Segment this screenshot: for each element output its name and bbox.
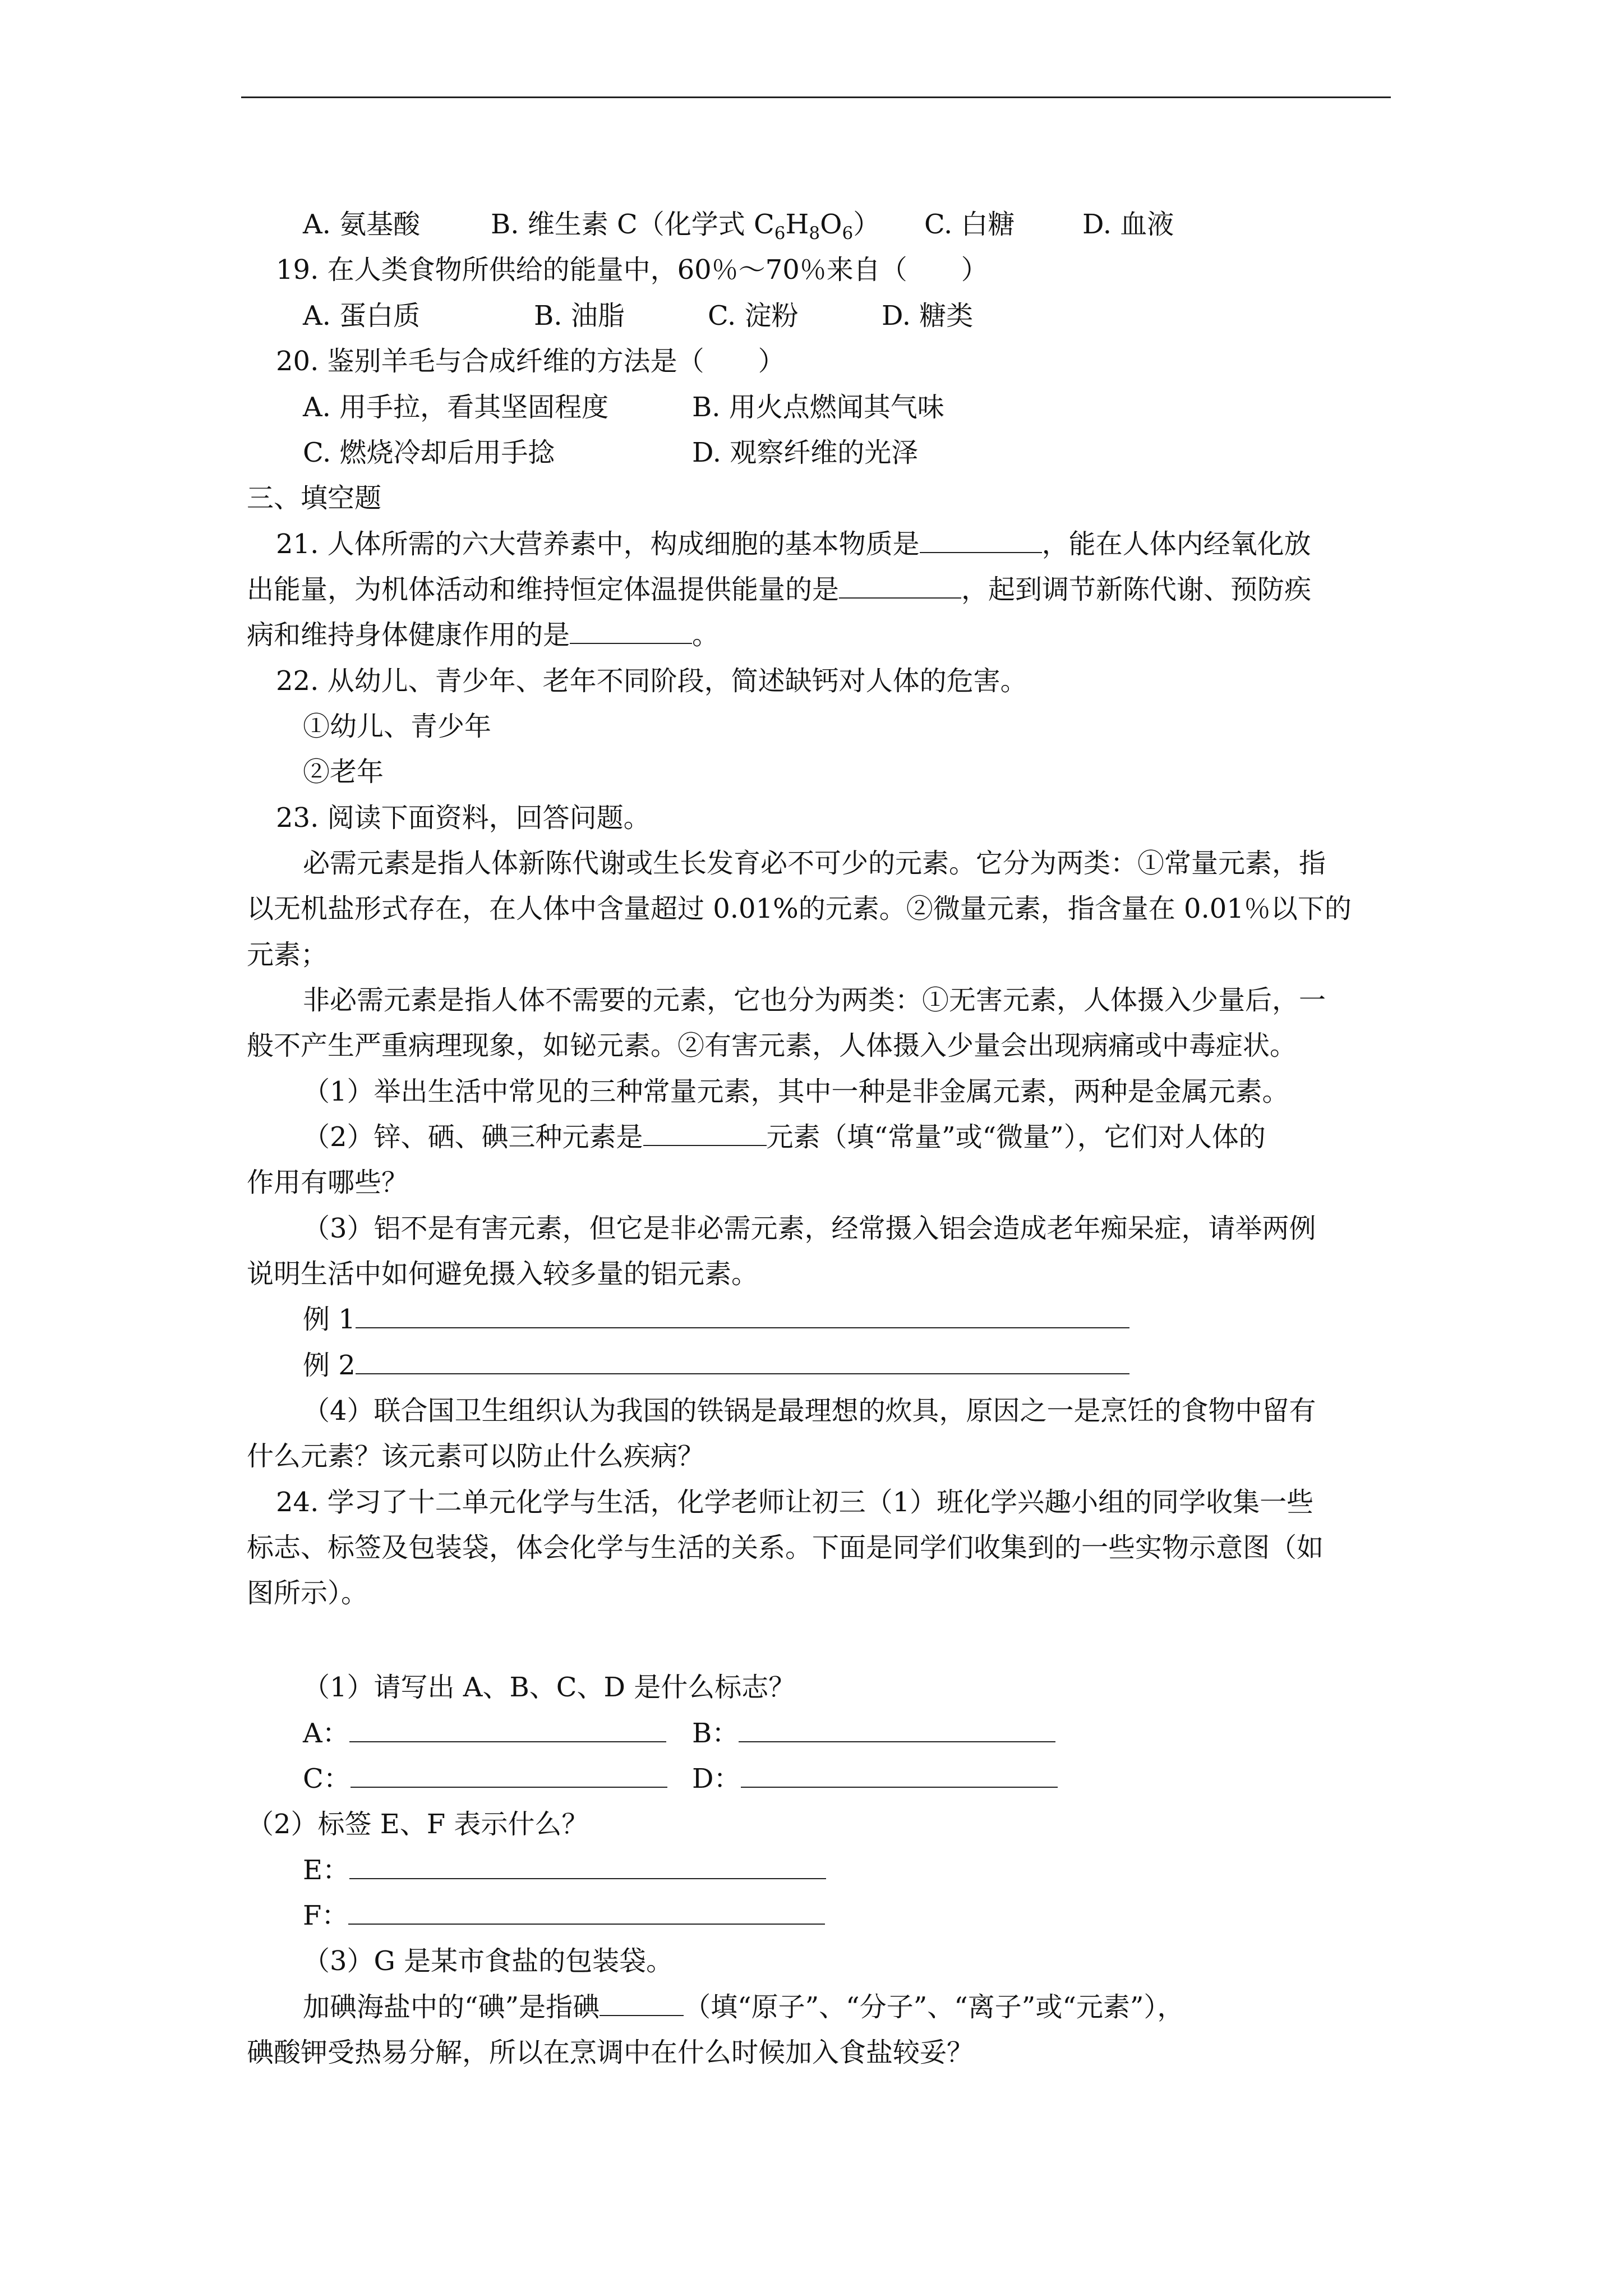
q23-sub4-line2: 什么元素？该元素可以防止什么疾病？ [247, 1441, 705, 1472]
answer-blank[interactable] [570, 618, 692, 644]
q20-option-d: D. 观察纤维的光泽 [692, 437, 919, 468]
q23-sub3-line2: 说明生活中如何避免摄入较多量的铝元素。 [247, 1258, 759, 1290]
q22-stem: 22. 从幼儿、青少年、老年不同阶段，简述缺钙对人体的危害。 [276, 665, 1027, 697]
q23-para2-line1: 非必需元素是指人体不需要的元素，它也分为两类：①无害元素，人体摄入少量后，一 [303, 984, 1326, 1016]
q21-line-3: 病和维持身体健康作用的是 。 [247, 619, 720, 651]
q18-option-b: B. 维生素 C（化学式 $C_6H_8O_6$） [491, 209, 880, 243]
q23-sub1: （1）举出生活中常见的三种常量元素，其中一种是非金属元素，两种是金属元素。 [303, 1076, 1289, 1107]
q19-option-c: C. 淀粉 [708, 300, 799, 332]
q24-answer-d: D： [692, 1762, 1058, 1796]
q24-answer-e: E： [303, 1853, 826, 1887]
answer-line[interactable] [349, 1853, 826, 1879]
q23-example-2: 例 2 [303, 1349, 1129, 1382]
q21-line-1: 21. 人体所需的六大营养素中，构成细胞的基本物质是 ，能在人体内经氧化放 [276, 528, 1311, 560]
answer-line[interactable] [741, 1762, 1058, 1788]
q20-option-a: A. 用手拉，看其坚固程度 [303, 392, 609, 423]
q24-line-3: 图所示）。 [247, 1577, 368, 1609]
q19-option-b: B. 油脂 [534, 300, 625, 332]
q19-option-a: A. 蛋白质 [303, 300, 421, 332]
q24-answer-a: A： [303, 1717, 666, 1750]
q21-line-2: 出能量，为机体活动和维持恒定体温提供能量的是 ，起到调节新陈代谢、预防疾 [247, 574, 1312, 605]
q23-para1-line1: 必需元素是指人体新陈代谢或生长发育必不可少的元素。它分为两类：①常量元素，指 [303, 848, 1326, 879]
q23-stem: 23. 阅读下面资料，回答问题。 [276, 802, 651, 834]
q19-stem: 19. 在人类食物所供给的能量中，60％～70％来自（ ） [276, 254, 988, 286]
q24-para-line2: 碘酸钾受热易分解，所以在烹调中在什么时候加入食盐较妥？ [247, 2037, 974, 2068]
answer-line[interactable] [739, 1717, 1055, 1742]
q23-sub2-line2: 作用有哪些？ [247, 1167, 409, 1198]
q23-para1-line3: 元素； [247, 939, 328, 970]
answer-blank[interactable] [839, 573, 961, 599]
answer-blank[interactable] [643, 1120, 767, 1146]
q24-line-1: 24. 学习了十二单元化学与生活，化学老师让初三（1）班化学兴趣小组的同学收集一些 [276, 1487, 1314, 1518]
q24-sub1: （1）请写出 A、B、C、D 是什么标志？ [303, 1672, 796, 1703]
q22-item-1: ①幼儿、青少年 [303, 711, 492, 742]
q18-option-d: D. 血液 [1082, 209, 1174, 240]
q24-sub3: （3）G 是某市食盐的包装袋。 [303, 1945, 674, 1977]
q20-stem: 20. 鉴别羊毛与合成纤维的方法是（ ） [276, 346, 785, 377]
answer-line[interactable] [351, 1762, 667, 1788]
header-rule [241, 96, 1391, 98]
q23-sub4-line1: （4）联合国卫生组织认为我国的铁锅是最理想的炊具，原因之一是烹饪的食物中留有 [303, 1395, 1316, 1427]
q23-sub3-line1: （3）铝不是有害元素，但它是非必需元素，经常摄入铝会造成老年痴呆症，请举两例 [303, 1213, 1316, 1244]
q24-answer-b: B： [692, 1717, 1055, 1750]
q23-sub2-line1: （2）锌、硒、碘三种元素是 元素（填“常量”或“微量”），它们对人体的 [303, 1121, 1266, 1153]
answer-line[interactable] [356, 1303, 1129, 1328]
q18-option-c: C. 白糖 [924, 209, 1015, 240]
q22-item-2: ②老年 [303, 756, 384, 788]
q24-answer-c: C： [303, 1762, 667, 1796]
q24-line-2: 标志、标签及包装袋，体会化学与生活的关系。下面是同学们收集到的一些实物示意图（如 [247, 1532, 1324, 1563]
q20-option-b: B. 用火点燃闻其气味 [692, 392, 944, 423]
q20-option-c: C. 燃烧冷却后用手捻 [303, 437, 555, 468]
q24-answer-f: F： [303, 1899, 825, 1932]
answer-line[interactable] [349, 1717, 666, 1742]
q23-para1-line2: 以无机盐形式存在，在人体中含量超过 0.01%的元素。②微量元素，指含量在 0.01％以下的 [247, 893, 1352, 924]
answer-blank[interactable] [600, 1990, 684, 2016]
q24-sub2: （2）标签 E、F 表示什么？ [247, 1809, 589, 1840]
q19-option-d: D. 糖类 [882, 300, 974, 332]
answer-line[interactable] [356, 1349, 1129, 1374]
answer-blank[interactable] [920, 527, 1042, 553]
q24-para-line1: 加碘海盐中的“碘”是指碘 （填“原子”、“分子”、“离子”或“元素”）， [303, 1991, 1184, 2023]
section-heading: 三、填空题 [247, 482, 382, 514]
q18-option-a: A. 氨基酸 [303, 209, 421, 240]
answer-line[interactable] [348, 1899, 825, 1925]
q23-example-1: 例 1 [303, 1303, 1129, 1336]
q23-para2-line2: 般不产生严重病理现象，如铋元素。②有害元素，人体摄入少量会出现病痛或中毒症状。 [247, 1030, 1297, 1061]
